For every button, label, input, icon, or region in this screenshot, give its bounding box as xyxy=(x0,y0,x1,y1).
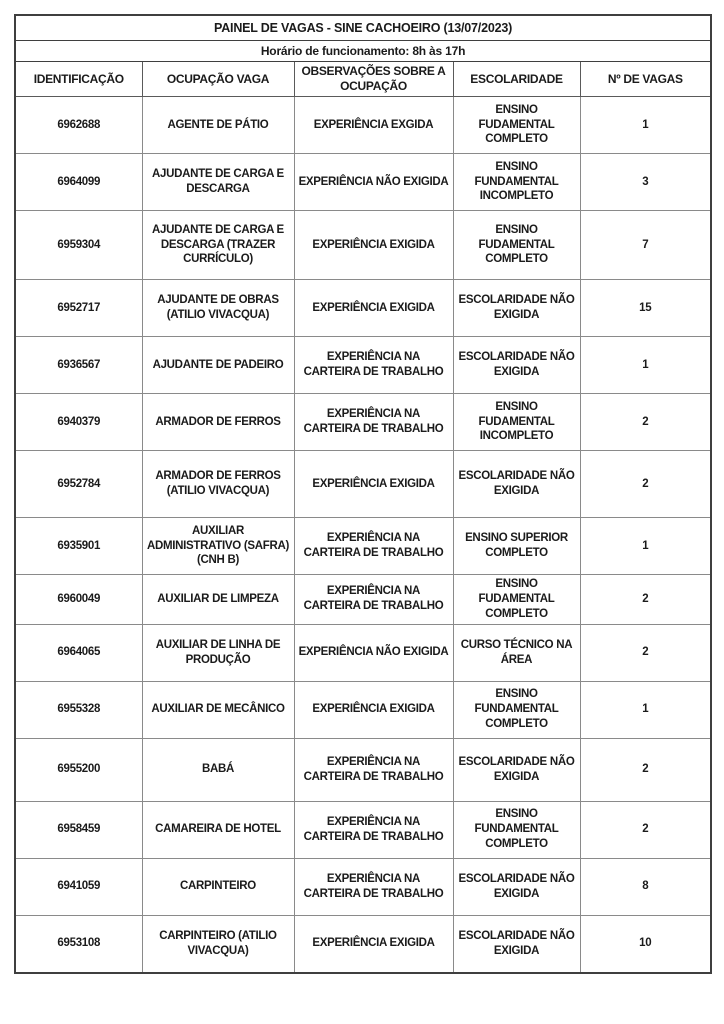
table-row xyxy=(15,858,711,915)
cell-num-vagas: 2 xyxy=(580,801,711,858)
cell-identificacao: 6941059 xyxy=(15,858,142,915)
cell-observacoes: EXPERIÊNCIA EXIGIDA xyxy=(294,681,453,738)
cell-observacoes: EXPERIÊNCIA NA CARTEIRA DE TRABALHO xyxy=(294,801,453,858)
cell-num-vagas: 1 xyxy=(580,337,711,394)
cell-ocupacao: AJUDANTE DE CARGA E DESCARGA (TRAZER CURRÍCULO) xyxy=(142,211,294,280)
cell-num-vagas: 1 xyxy=(580,681,711,738)
cell-num-vagas: 1 xyxy=(580,518,711,575)
cell-identificacao: 6962688 xyxy=(15,97,142,154)
table-title-row xyxy=(15,15,711,41)
cell-num-vagas: 2 xyxy=(580,738,711,801)
table-row xyxy=(15,394,711,451)
cell-ocupacao: AGENTE DE PÁTIO xyxy=(142,97,294,154)
cell-num-vagas: 2 xyxy=(580,451,711,518)
table-row xyxy=(15,518,711,575)
table-row xyxy=(15,575,711,625)
cell-ocupacao: AUXILIAR ADMINISTRATIVO (SAFRA) (CNH B) xyxy=(142,518,294,575)
table-row xyxy=(15,738,711,801)
cell-num-vagas: 2 xyxy=(580,394,711,451)
cell-ocupacao: AUXILIAR DE LIMPEZA xyxy=(142,575,294,625)
cell-observacoes: EXPERIÊNCIA EXGIDA xyxy=(294,97,453,154)
cell-observacoes: EXPERIÊNCIA NA CARTEIRA DE TRABALHO xyxy=(294,738,453,801)
cell-ocupacao: CARPINTEIRO xyxy=(142,858,294,915)
column-header-ocupacao: OCUPAÇÃO VAGA xyxy=(142,62,294,97)
cell-escolaridade: ENSINO FUDAMENTAL COMPLETO xyxy=(453,211,580,280)
cell-num-vagas: 2 xyxy=(580,575,711,625)
cell-escolaridade: ESCOLARIDADE NÃO EXIGIDA xyxy=(453,738,580,801)
cell-ocupacao: AJUDANTE DE CARGA E DESCARGA xyxy=(142,154,294,211)
cell-escolaridade: ESCOLARIDADE NÃO EXIGIDA xyxy=(453,451,580,518)
cell-identificacao: 6958459 xyxy=(15,801,142,858)
cell-escolaridade: ESCOLARIDADE NÃO EXIGIDA xyxy=(453,915,580,973)
cell-identificacao: 6964099 xyxy=(15,154,142,211)
cell-escolaridade: ESCOLARIDADE NÃO EXIGIDA xyxy=(453,280,580,337)
cell-identificacao: 6959304 xyxy=(15,211,142,280)
cell-num-vagas: 3 xyxy=(580,154,711,211)
cell-ocupacao: ARMADOR DE FERROS xyxy=(142,394,294,451)
cell-identificacao: 6955200 xyxy=(15,738,142,801)
cell-observacoes: EXPERIÊNCIA NÃO EXIGIDA xyxy=(294,624,453,681)
vacancy-table xyxy=(14,14,712,974)
cell-identificacao: 6952717 xyxy=(15,280,142,337)
cell-observacoes: EXPERIÊNCIA NA CARTEIRA DE TRABALHO xyxy=(294,575,453,625)
cell-num-vagas: 8 xyxy=(580,858,711,915)
cell-num-vagas: 7 xyxy=(580,211,711,280)
cell-observacoes: EXPERIÊNCIA EXIGIDA xyxy=(294,451,453,518)
cell-num-vagas: 2 xyxy=(580,624,711,681)
cell-identificacao: 6964065 xyxy=(15,624,142,681)
cell-escolaridade: ENSINO FUDAMENTAL COMPLETO xyxy=(453,97,580,154)
table-row xyxy=(15,154,711,211)
cell-escolaridade: ESCOLARIDADE NÃO EXIGIDA xyxy=(453,337,580,394)
cell-num-vagas: 10 xyxy=(580,915,711,973)
cell-escolaridade: ESCOLARIDADE NÃO EXIGIDA xyxy=(453,858,580,915)
column-header-escolaridade: ESCOLARIDADE xyxy=(453,62,580,97)
cell-identificacao: 6935901 xyxy=(15,518,142,575)
cell-identificacao: 6955328 xyxy=(15,681,142,738)
cell-escolaridade: ENSINO FUDAMENTAL INCOMPLETO xyxy=(453,394,580,451)
column-header-num-vagas: Nº DE VAGAS xyxy=(580,62,711,97)
opening-hours: Horário de funcionamento: 8h às 17h xyxy=(15,41,711,62)
cell-escolaridade: ENSINO FUNDAMENTAL COMPLETO xyxy=(453,801,580,858)
cell-escolaridade: ENSINO SUPERIOR COMPLETO xyxy=(453,518,580,575)
cell-observacoes: EXPERIÊNCIA NA CARTEIRA DE TRABALHO xyxy=(294,858,453,915)
cell-ocupacao: AJUDANTE DE OBRAS (ATILIO VIVACQUA) xyxy=(142,280,294,337)
cell-ocupacao: CAMAREIRA DE HOTEL xyxy=(142,801,294,858)
table-row xyxy=(15,624,711,681)
table-row xyxy=(15,801,711,858)
cell-ocupacao: AUXILIAR DE MECÂNICO xyxy=(142,681,294,738)
cell-observacoes: EXPERIÊNCIA EXIGIDA xyxy=(294,211,453,280)
table-row xyxy=(15,915,711,973)
cell-identificacao: 6936567 xyxy=(15,337,142,394)
cell-ocupacao: ARMADOR DE FERROS (ATILIO VIVACQUA) xyxy=(142,451,294,518)
cell-identificacao: 6953108 xyxy=(15,915,142,973)
cell-ocupacao: BABÁ xyxy=(142,738,294,801)
column-header-row xyxy=(15,62,711,97)
cell-identificacao: 6960049 xyxy=(15,575,142,625)
cell-identificacao: 6952784 xyxy=(15,451,142,518)
table-title: PAINEL DE VAGAS - SINE CACHOEIRO (13/07/2023) xyxy=(15,15,711,41)
column-header-identificacao: IDENTIFICAÇÃO xyxy=(15,62,142,97)
table-row xyxy=(15,97,711,154)
table-row xyxy=(15,337,711,394)
cell-observacoes: EXPERIÊNCIA NÃO EXIGIDA xyxy=(294,154,453,211)
cell-num-vagas: 1 xyxy=(580,97,711,154)
table-row xyxy=(15,451,711,518)
column-header-observacoes: OBSERVAÇÕES SOBRE A OCUPAÇÃO xyxy=(294,62,453,97)
cell-ocupacao: CARPINTEIRO (ATILIO VIVACQUA) xyxy=(142,915,294,973)
cell-observacoes: EXPERIÊNCIA EXIGIDA xyxy=(294,915,453,973)
cell-observacoes: EXPERIÊNCIA EXIGIDA xyxy=(294,280,453,337)
cell-observacoes: EXPERIÊNCIA NA CARTEIRA DE TRABALHO xyxy=(294,394,453,451)
cell-identificacao: 6940379 xyxy=(15,394,142,451)
cell-escolaridade: ENSINO FUDAMENTAL COMPLETO xyxy=(453,575,580,625)
cell-ocupacao: AJUDANTE DE PADEIRO xyxy=(142,337,294,394)
cell-observacoes: EXPERIÊNCIA NA CARTEIRA DE TRABALHO xyxy=(294,337,453,394)
table-row xyxy=(15,280,711,337)
cell-escolaridade: ENSINO FUNDAMENTAL COMPLETO xyxy=(453,681,580,738)
table-subtitle-row xyxy=(15,41,711,62)
table-row xyxy=(15,681,711,738)
table-body xyxy=(15,97,711,973)
cell-escolaridade: ENSINO FUNDAMENTAL INCOMPLETO xyxy=(453,154,580,211)
cell-ocupacao: AUXILIAR DE LINHA DE PRODUÇÃO xyxy=(142,624,294,681)
table-row xyxy=(15,211,711,280)
cell-observacoes: EXPERIÊNCIA NA CARTEIRA DE TRABALHO xyxy=(294,518,453,575)
cell-num-vagas: 15 xyxy=(580,280,711,337)
cell-escolaridade: CURSO TÉCNICO NA ÁREA xyxy=(453,624,580,681)
